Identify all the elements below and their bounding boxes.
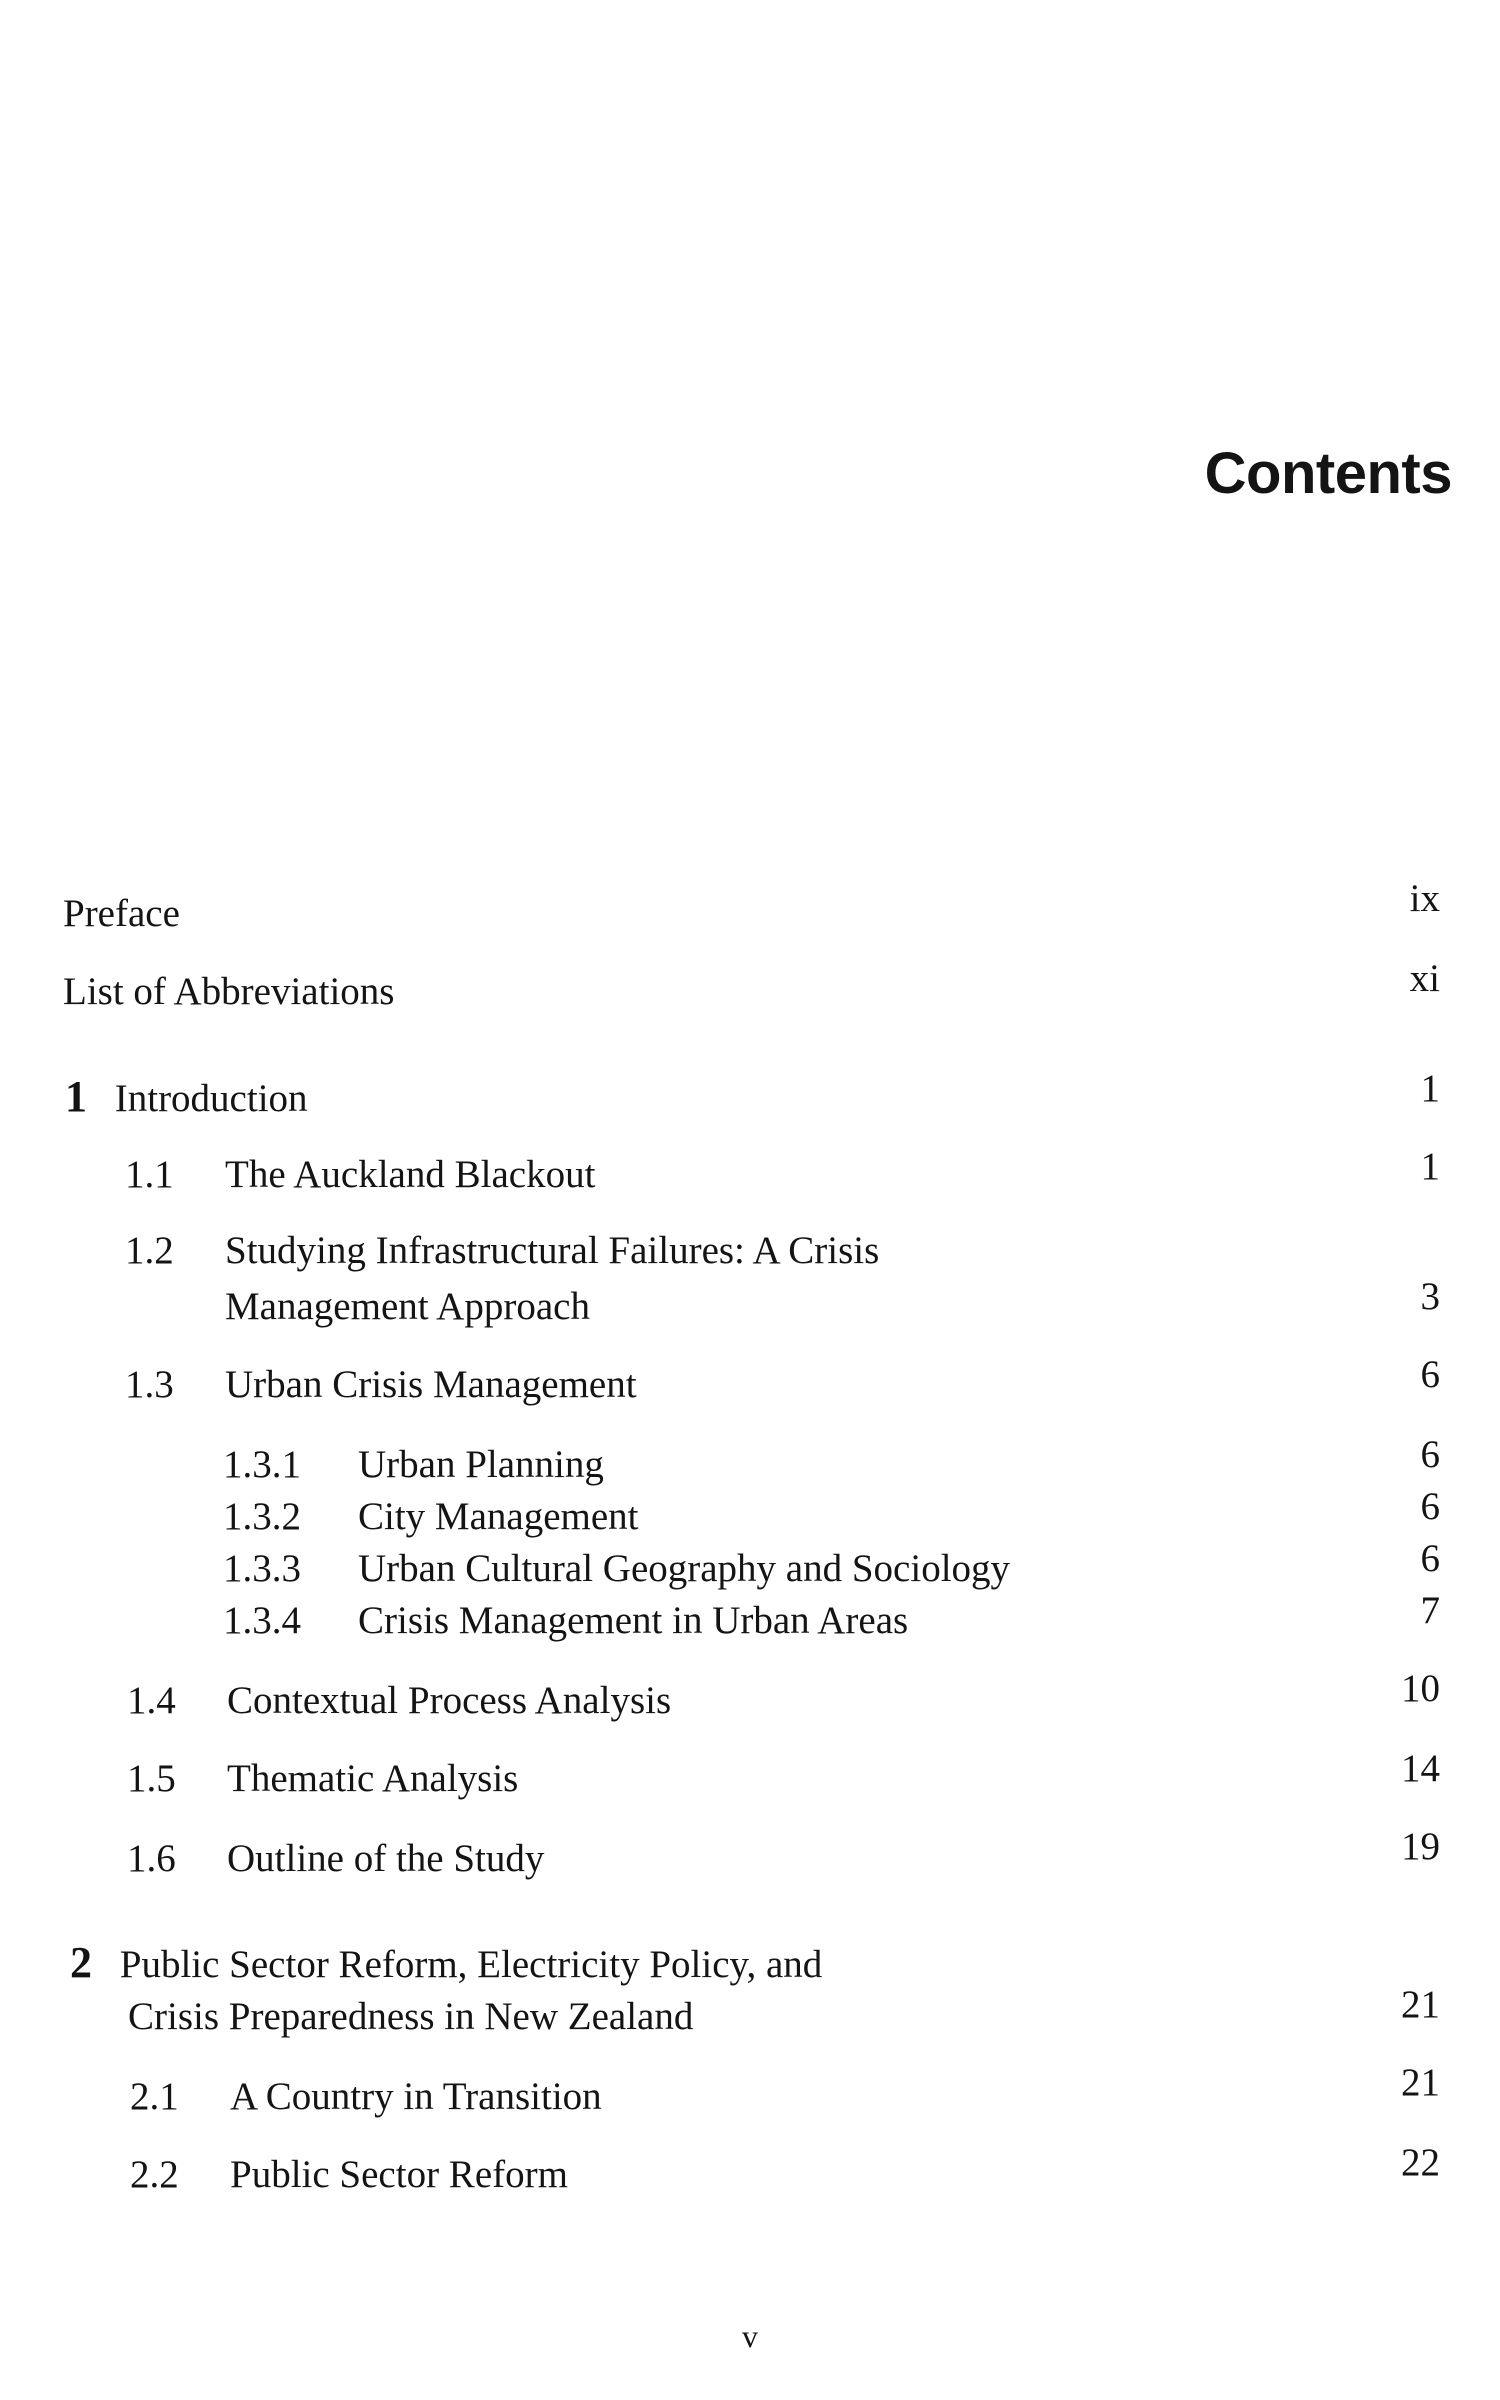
- toc-subsection-1-3-1[interactable]: [223, 1438, 604, 1492]
- section-number: 1.3: [125, 1363, 174, 1406]
- subsection-number: 1.3.3: [223, 1547, 301, 1590]
- page-folio: v: [742, 2318, 758, 2354]
- section-number: 1.2: [125, 1229, 174, 1272]
- chapter-number: 2: [70, 1938, 92, 1987]
- subsection-title: Crisis Management in Urban Areas: [358, 1599, 909, 1642]
- toc-section-1-2[interactable]: [125, 1224, 879, 1278]
- subsection-number: 1.3.2: [223, 1495, 301, 1538]
- section-title: The Auckland Blackout: [225, 1153, 596, 1196]
- toc-page-2-2: 22: [1401, 2141, 1440, 2184]
- subsection-title: City Management: [358, 1495, 639, 1538]
- toc-page-1-3-1: 6: [1420, 1433, 1440, 1476]
- toc-page-1-2: 3: [1420, 1275, 1440, 1318]
- section-number: 1.4: [127, 1679, 176, 1722]
- section-number: 2.2: [130, 2153, 179, 2196]
- section-number: 2.1: [130, 2075, 179, 2118]
- toc-page-1-3: 6: [1420, 1353, 1440, 1396]
- page-title: Contents: [1204, 441, 1452, 506]
- section-title: A Country in Transition: [230, 2075, 602, 2118]
- subsection-title: Urban Planning: [358, 1443, 604, 1486]
- toc-subsection-1-3-4[interactable]: [223, 1594, 908, 1648]
- toc-page-1-1: 1: [1420, 1145, 1440, 1188]
- toc-subsection-1-3-3[interactable]: [223, 1542, 1010, 1596]
- toc-page-chapter-1: 1: [1420, 1067, 1440, 1110]
- section-number: 1.6: [127, 1837, 176, 1880]
- toc-chapter-1[interactable]: [65, 1070, 308, 1126]
- toc-page-1-3-3: 6: [1420, 1537, 1440, 1580]
- toc-page-1-5: 14: [1401, 1747, 1440, 1790]
- toc-page-1-3-4: 7: [1420, 1589, 1440, 1632]
- toc-section-1-5[interactable]: [127, 1752, 518, 1806]
- toc-subsection-1-3-2[interactable]: [223, 1490, 639, 1544]
- toc-entry-abbreviations[interactable]: List of Abbreviations: [63, 970, 395, 1013]
- section-title: Thematic Analysis: [227, 1757, 519, 1800]
- toc-page-1-4: 10: [1401, 1667, 1440, 1710]
- toc-section-1-3[interactable]: [125, 1358, 637, 1412]
- section-number: 1.5: [127, 1757, 176, 1800]
- toc-section-2-1[interactable]: [130, 2070, 602, 2124]
- toc-section-1-6[interactable]: [127, 1832, 544, 1886]
- toc-chapter-2[interactable]: [70, 1936, 822, 1992]
- toc-page-1-6: 19: [1401, 1825, 1440, 1868]
- section-title: Contextual Process Analysis: [227, 1679, 672, 1722]
- chapter-title: Introduction: [114, 1077, 308, 1120]
- subsection-title: Urban Cultural Geography and Sociology: [358, 1547, 1011, 1590]
- section-title: Urban Crisis Management: [225, 1363, 637, 1406]
- subsection-number: 1.3.1: [223, 1443, 301, 1486]
- section-number: 1.1: [125, 1153, 174, 1196]
- toc-section-1-1[interactable]: [125, 1148, 595, 1202]
- chapter-number: 1: [65, 1072, 87, 1121]
- chapter-title-line1: Public Sector Reform, Electricity Policy, and: [119, 1943, 823, 1986]
- toc-page-1-3-2: 6: [1420, 1485, 1440, 1528]
- toc-page-chapter-2: 21: [1401, 1983, 1440, 2026]
- toc-section-1-4[interactable]: [127, 1674, 671, 1728]
- toc-section-2-2[interactable]: [130, 2148, 568, 2202]
- toc-page-preface: ix: [1409, 877, 1440, 920]
- section-title-line1: Studying Infrastructural Failures: A Crisis: [225, 1229, 880, 1272]
- toc-entry-preface[interactable]: Preface: [63, 892, 180, 935]
- section-title: Outline of the Study: [227, 1837, 545, 1880]
- subsection-number: 1.3.4: [223, 1599, 301, 1642]
- toc-page-abbreviations: xi: [1409, 957, 1440, 1000]
- toc-section-1-2-cont[interactable]: Management Approach: [225, 1285, 590, 1328]
- toc-page-2-1: 21: [1401, 2061, 1440, 2104]
- toc-chapter-2-cont[interactable]: Crisis Preparedness in New Zealand: [128, 1995, 694, 2038]
- section-title: Public Sector Reform: [230, 2153, 568, 2196]
